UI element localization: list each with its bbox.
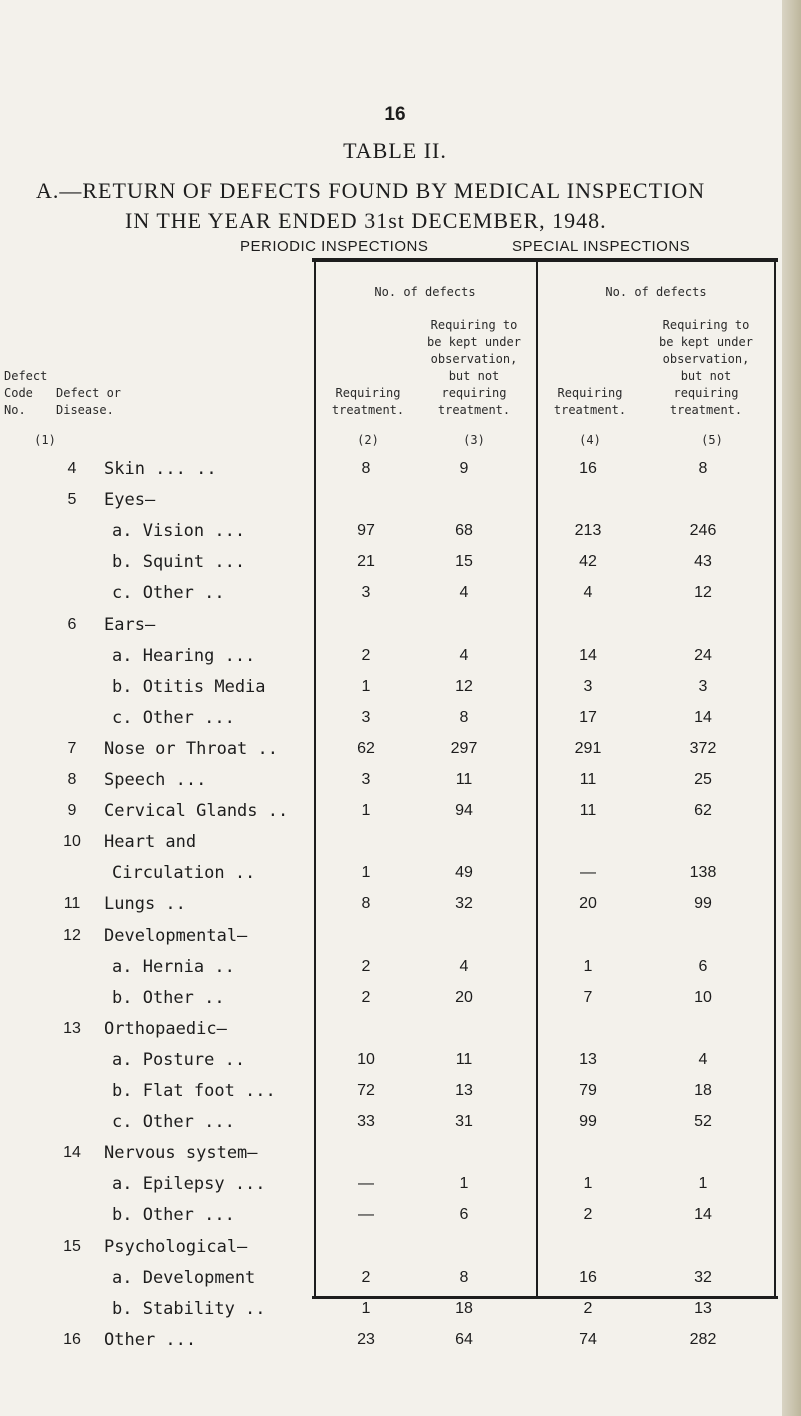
defect-count-col-5: 10 xyxy=(694,989,712,1006)
defect-count-col-4: 1 xyxy=(583,958,593,975)
defect-code: 16 xyxy=(63,1331,81,1348)
defect-count-col-5: 52 xyxy=(694,1113,712,1130)
header-special-no-of-defects: No. of defects xyxy=(605,285,707,299)
defect-code: 10 xyxy=(63,833,81,850)
defect-count-col-3: 49 xyxy=(455,864,473,881)
header-col-requiring-treatment: treatment. xyxy=(331,403,405,417)
column-divider-left xyxy=(314,260,316,1298)
defect-label: a. Vision ... xyxy=(112,521,246,541)
defect-count-col-5: 138 xyxy=(689,864,717,881)
defect-label: b. Other .. xyxy=(112,988,225,1008)
defect-label: Cervical Glands .. xyxy=(104,801,289,821)
defect-count-col-2: 97 xyxy=(357,522,375,539)
defect-count-col-4: 74 xyxy=(579,1331,597,1348)
defect-count-col-3: 15 xyxy=(455,553,473,570)
defect-code: 15 xyxy=(63,1238,81,1255)
defect-count-col-3: 1 xyxy=(459,1175,469,1192)
defect-count-col-2: 2 xyxy=(361,647,371,664)
header-defect-code: Defect xyxy=(4,369,48,383)
defect-label: a. Hearing ... xyxy=(112,646,256,666)
defect-count-col-4: 13 xyxy=(579,1051,597,1068)
defect-count-col-3: 8 xyxy=(459,1269,469,1286)
table-top-rule xyxy=(312,258,778,262)
defect-count-col-2: 1 xyxy=(361,1300,371,1317)
header-col-special-observation: Requiring to xyxy=(662,318,750,332)
defect-count-col-2: 1 xyxy=(361,802,371,819)
defect-label: a. Development xyxy=(112,1268,256,1288)
report-title-line-1: A.—RETURN OF DEFECTS FOUND BY MEDICAL INSPECTION xyxy=(36,178,706,203)
defect-label: Developmental— xyxy=(104,926,248,946)
defect-count-col-5: 14 xyxy=(694,1206,712,1223)
defect-count-col-4: 11 xyxy=(579,802,597,819)
defect-label: Speech ... xyxy=(104,770,207,790)
defect-count-col-2: 2 xyxy=(361,989,371,1006)
header-column-number: (2) xyxy=(357,433,379,447)
defect-label: a. Epilepsy ... xyxy=(112,1174,266,1194)
defect-count-col-2: — xyxy=(358,1175,374,1192)
defect-count-col-4: 2 xyxy=(583,1300,593,1317)
header-col-observation: treatment. xyxy=(437,403,511,417)
defect-count-col-2: 1 xyxy=(361,864,371,881)
defect-count-col-5: 99 xyxy=(694,895,712,912)
header-col-special-observation: but not xyxy=(680,369,732,383)
defect-count-col-2: 3 xyxy=(361,709,371,726)
header-periodic-no-of-defects: No. of defects xyxy=(374,285,476,299)
defect-count-col-4: 4 xyxy=(583,584,593,601)
defect-count-col-5: 43 xyxy=(694,553,712,570)
defect-code: 8 xyxy=(67,771,77,788)
defect-label: Skin ... .. xyxy=(104,459,217,479)
defect-count-col-2: 8 xyxy=(361,895,371,912)
defect-code: 13 xyxy=(63,1020,81,1037)
defect-count-col-5: 282 xyxy=(689,1331,717,1348)
defect-label: b. Squint ... xyxy=(112,552,246,572)
column-divider-middle xyxy=(536,260,538,1298)
defect-count-col-4: 16 xyxy=(579,1269,597,1286)
defect-count-col-3: 64 xyxy=(455,1331,473,1348)
defect-count-col-2: 8 xyxy=(361,460,371,477)
table-title: TABLE II. xyxy=(343,138,447,163)
defect-count-col-4: 2 xyxy=(583,1206,593,1223)
defect-code: 4 xyxy=(67,460,77,477)
column-divider-right xyxy=(774,260,776,1298)
defect-count-col-3: 68 xyxy=(455,522,473,539)
defect-code: 7 xyxy=(67,740,77,757)
defect-count-col-3: 13 xyxy=(455,1082,473,1099)
defect-label: Nose or Throat .. xyxy=(104,739,278,759)
defect-count-col-3: 8 xyxy=(459,709,469,726)
defect-label: Other ... xyxy=(104,1330,197,1350)
header-column-number: (3) xyxy=(463,433,485,447)
defect-count-col-5: 6 xyxy=(698,958,708,975)
defect-count-col-5: 25 xyxy=(694,771,712,788)
header-col-special-observation: treatment. xyxy=(669,403,743,417)
defect-count-col-4: 3 xyxy=(583,678,593,695)
defect-count-col-2: 33 xyxy=(357,1113,375,1130)
defect-count-col-4: 291 xyxy=(574,740,602,757)
defect-count-col-2: 3 xyxy=(361,584,371,601)
defect-count-col-3: 4 xyxy=(459,584,469,601)
defect-label: Psychological— xyxy=(104,1237,248,1257)
defect-label: Ears— xyxy=(104,615,156,635)
defect-count-col-5: 372 xyxy=(689,740,717,757)
defect-label: b. Otitis Media xyxy=(112,677,266,697)
defect-count-col-2: 3 xyxy=(361,771,371,788)
defect-count-col-4: 11 xyxy=(579,771,597,788)
defect-count-col-5: 18 xyxy=(694,1082,712,1099)
defect-code: 11 xyxy=(63,895,81,912)
defect-count-col-4: 79 xyxy=(579,1082,597,1099)
defect-count-col-5: 62 xyxy=(694,802,712,819)
header-col-observation: observation, xyxy=(430,352,518,366)
defect-count-col-3: 12 xyxy=(455,678,473,695)
defect-count-col-5: 3 xyxy=(698,678,708,695)
defect-label: Orthopaedic— xyxy=(104,1019,227,1039)
periodic-inspections-heading: PERIODIC INSPECTIONS xyxy=(240,238,429,255)
defect-count-col-5: 24 xyxy=(694,647,712,664)
header-column-number: (4) xyxy=(579,433,601,447)
defect-label: c. Other ... xyxy=(112,1112,235,1132)
defect-count-col-5: 13 xyxy=(694,1300,712,1317)
special-inspections-heading: SPECIAL INSPECTIONS xyxy=(512,238,691,255)
defect-count-col-5: 246 xyxy=(689,522,717,539)
defect-count-col-3: 297 xyxy=(450,740,478,757)
defect-count-col-3: 18 xyxy=(455,1300,473,1317)
defect-label: b. Stability .. xyxy=(112,1299,266,1319)
defect-count-col-3: 6 xyxy=(459,1206,469,1223)
defect-count-col-5: 32 xyxy=(694,1269,712,1286)
page-edge xyxy=(782,0,801,1416)
defect-count-col-4: — xyxy=(580,864,596,881)
defect-label: c. Other .. xyxy=(112,583,225,603)
defect-code: 14 xyxy=(63,1144,81,1161)
defect-label: c. Other ... xyxy=(112,708,235,728)
header-col-observation: but not xyxy=(448,369,500,383)
defect-count-col-2: 72 xyxy=(357,1082,375,1099)
defect-count-col-2: 10 xyxy=(357,1051,375,1068)
defect-count-col-3: 4 xyxy=(459,958,469,975)
defect-count-col-4: 14 xyxy=(579,647,597,664)
header-col-special-observation: requiring xyxy=(673,386,739,400)
defect-count-col-3: 4 xyxy=(459,647,469,664)
defect-label: Eyes— xyxy=(104,490,156,510)
defect-count-col-4: 17 xyxy=(579,709,597,726)
defect-label: b. Other ... xyxy=(112,1205,235,1225)
defect-count-col-3: 20 xyxy=(455,989,473,1006)
defect-count-col-2: 21 xyxy=(357,553,375,570)
defect-label: Nervous system— xyxy=(104,1143,258,1163)
defect-code: 6 xyxy=(67,616,77,633)
defect-count-col-2: 2 xyxy=(361,1269,371,1286)
header-col-requiring-treatment: Requiring xyxy=(335,386,401,400)
header-column-number: (5) xyxy=(701,433,723,447)
defect-count-col-3: 11 xyxy=(455,771,473,788)
defect-label: Circulation .. xyxy=(112,863,256,883)
header-col-special-observation: be kept under xyxy=(659,335,753,349)
defect-label: Lungs .. xyxy=(104,894,186,914)
table-bottom-rule xyxy=(312,1296,778,1299)
defect-code: 9 xyxy=(67,802,77,819)
page-number: 16 xyxy=(384,104,406,125)
header-defect-or-disease: Disease. xyxy=(56,403,114,417)
defect-count-col-4: 213 xyxy=(574,522,602,539)
defect-count-col-3: 11 xyxy=(455,1051,473,1068)
defect-label: a. Hernia .. xyxy=(112,957,235,977)
header-defect-code: Code xyxy=(4,386,33,400)
header-defect-or-disease: Defect or xyxy=(56,386,122,400)
defect-code: 12 xyxy=(63,927,81,944)
defect-count-col-4: 99 xyxy=(579,1113,597,1130)
defect-count-col-2: 23 xyxy=(357,1331,375,1348)
defect-label: Heart and xyxy=(104,832,197,852)
defect-count-col-4: 1 xyxy=(583,1175,593,1192)
header-col-observation: be kept under xyxy=(427,335,521,349)
defect-label: b. Flat foot ... xyxy=(112,1081,276,1101)
defect-code: 5 xyxy=(67,491,77,508)
defect-count-col-4: 16 xyxy=(579,460,597,477)
defect-count-col-2: 62 xyxy=(357,740,375,757)
defect-count-col-3: 9 xyxy=(459,460,469,477)
defect-count-col-2: 2 xyxy=(361,958,371,975)
defect-count-col-2: — xyxy=(358,1206,374,1223)
defect-count-col-5: 14 xyxy=(694,709,712,726)
header-column-number: (1) xyxy=(34,433,56,447)
header-col-observation: requiring xyxy=(441,386,507,400)
defect-count-col-5: 1 xyxy=(698,1175,708,1192)
header-col-special-observation: observation, xyxy=(662,352,750,366)
defect-count-col-4: 42 xyxy=(579,553,597,570)
defect-count-col-3: 31 xyxy=(455,1113,473,1130)
defect-count-col-3: 32 xyxy=(455,895,473,912)
defect-count-col-2: 1 xyxy=(361,678,371,695)
report-title-line-2: IN THE YEAR ENDED 31st DECEMBER, 1948. xyxy=(125,208,607,233)
defect-count-col-3: 94 xyxy=(455,802,473,819)
defect-count-col-5: 8 xyxy=(698,460,708,477)
header-col-observation: Requiring to xyxy=(430,318,518,332)
defect-count-col-4: 20 xyxy=(579,895,597,912)
defect-count-col-5: 4 xyxy=(698,1051,708,1068)
header-col-special-requiring-treatment: treatment. xyxy=(553,403,627,417)
header-defect-code: No. xyxy=(4,403,26,417)
defect-count-col-4: 7 xyxy=(583,989,593,1006)
defect-label: a. Posture .. xyxy=(112,1050,246,1070)
header-col-special-requiring-treatment: Requiring xyxy=(557,386,623,400)
defect-count-col-5: 12 xyxy=(694,584,712,601)
